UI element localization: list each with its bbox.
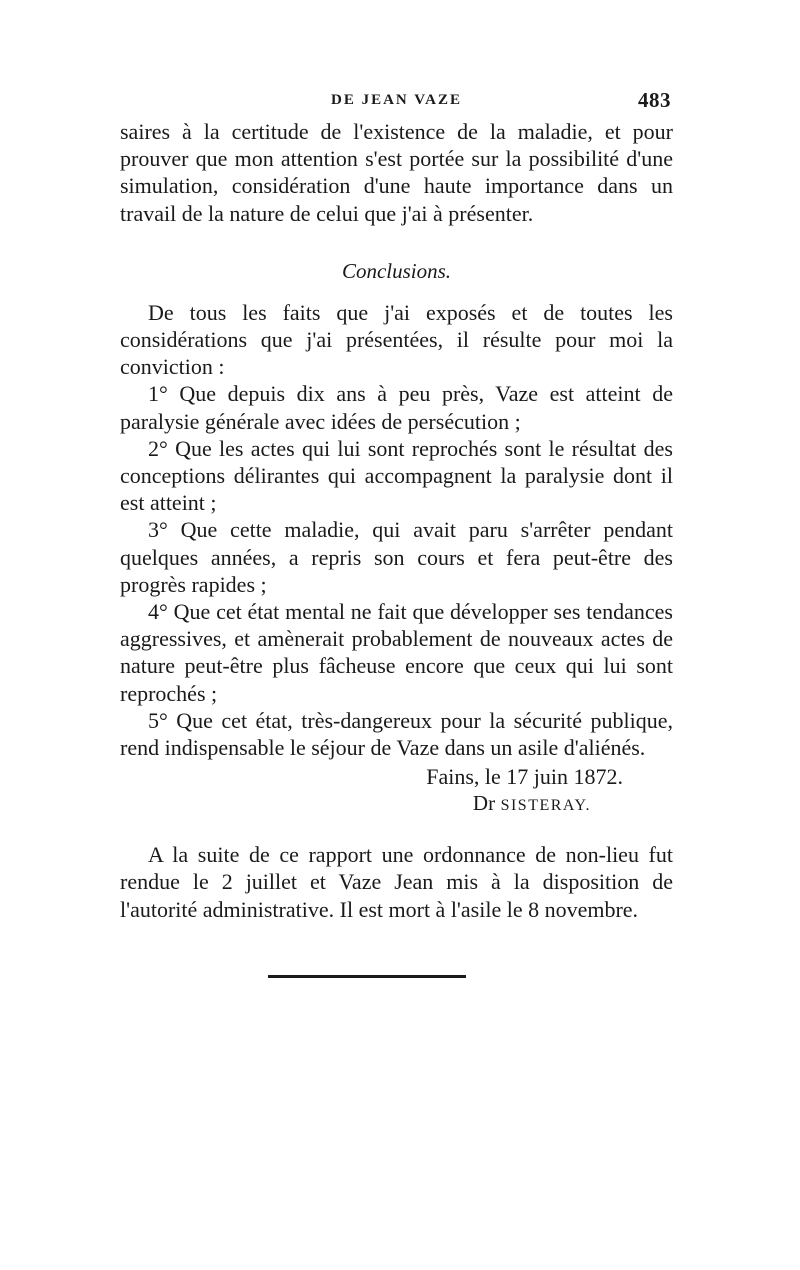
conclusion-item-4: 4° Que cet état mental ne fait que développer ses tendances aggressives, et amènerait probablement de nouveaux actes de nature peut-être plus fâcheuse encore que ceux qui lui sont reprochés ; [120, 599, 673, 706]
conclusion-item-2: 2° Que les actes qui lui sont reprochés sont le résultat des conceptions délirantes qui accompagnent la paralysie dont il est atteint ; [120, 435, 673, 516]
running-head [120, 88, 673, 118]
conclusion-item-3: 3° Que cette maladie, qui avait paru s'arrêter pendant quelques années, a repris son cours et fera peut-être des progrès rapides ; [120, 517, 673, 597]
end-rule [268, 975, 466, 978]
signature-block [120, 763, 673, 819]
document-page [120, 88, 673, 978]
page-number: 483 [638, 88, 671, 112]
closing-paragraph: A la suite de ce rapport une ordonnance de non-lieu fut rendue le 2 juillet et Vaze Jean mis à la disposition de l'autorité administrative. Il est mort à l'asile le 8 novembre. [120, 842, 673, 922]
signature-place-date: Fains, le 17 juin 1872. [426, 764, 623, 790]
section-heading: Conclusions. [341, 258, 452, 283]
signature-name: SISTERAY. [500, 797, 591, 815]
conclusion-item-5: 5° Que cet état, très-dangereux pour la sécurité publique, rend indispensable le séjour de Vaze dans un asile d'aliénés. [120, 707, 673, 761]
opening-paragraph: saires à la certitude de l'existence de la maladie, et pour prouver que mon attention s'est portée sur la possibilité d'une simulation, considération d'une haute importance dans un travail de la nature de celui que j'ai à présenter. [120, 119, 673, 226]
conclusion-item-1: 1° Que depuis dix ans à peu près, Vaze est atteint de paralysie générale avec idées de persécution ; [120, 381, 673, 434]
running-title: DE JEAN VAZE [331, 92, 462, 108]
signature-title: Dr [472, 791, 496, 816]
conclusions-intro: De tous les faits que j'ai exposés et de toutes les considérations que j'ai présentées, il résulte pour moi la conviction : [120, 299, 673, 380]
body-text [120, 118, 673, 923]
signature-name-line [120, 790, 673, 819]
